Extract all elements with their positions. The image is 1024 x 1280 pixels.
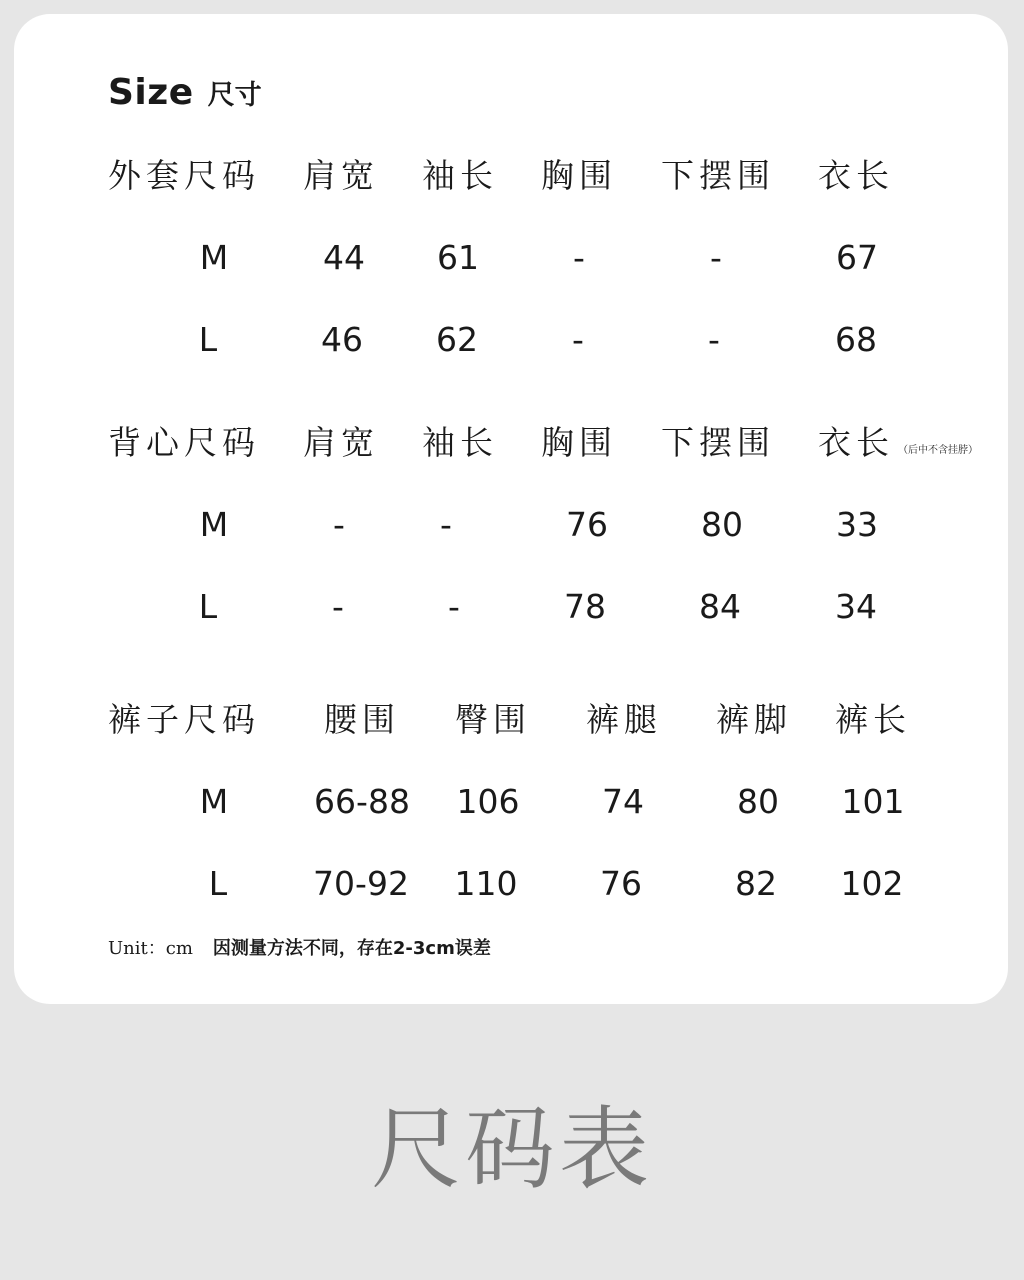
- pants-header-hip: 臀围: [455, 700, 531, 739]
- jacket-row-m-sleeve: 61: [437, 238, 479, 277]
- jacket-header-size: 外套尺码: [108, 156, 260, 195]
- pants-row-m-waist: 66-88: [314, 782, 410, 821]
- pants-row-l-size: L: [208, 864, 228, 903]
- pants-row-l-waist: 70-92: [313, 864, 409, 903]
- jacket-row-l-length: 68: [835, 320, 877, 359]
- vest-header-shoulder: 肩宽: [303, 423, 379, 462]
- pants-row-m-thigh: 74: [602, 782, 644, 821]
- measurement-note: 因测量方法不同，存在2-3cm误差: [212, 938, 491, 959]
- page-title: [108, 72, 262, 128]
- jacket-row-m-chest: -: [573, 238, 585, 277]
- vest-row-l-size: L: [198, 587, 218, 626]
- jacket-header-hem: 下摆围: [661, 156, 775, 195]
- pants-row-m-length: 101: [841, 782, 905, 821]
- vest-header-size: 背心尺码: [108, 423, 260, 462]
- vest-row-m-chest: 76: [566, 505, 608, 544]
- vest-header-chest: 胸围: [541, 423, 617, 462]
- pants-header-thigh: 裤腿: [586, 700, 662, 739]
- jacket-row-m-length: 67: [836, 238, 878, 277]
- pants-row-m-leg-opening: 80: [737, 782, 779, 821]
- vest-row-l-length: 34: [835, 587, 877, 626]
- jacket-row-m-shoulder: 44: [323, 238, 365, 277]
- jacket-row-l-size: L: [198, 320, 218, 359]
- pants-header-length: 裤长: [835, 700, 911, 739]
- pants-header-leg-opening: 裤脚: [716, 700, 792, 739]
- vest-row-m-sleeve: -: [440, 505, 452, 544]
- pants-row-m-size: M: [199, 782, 229, 821]
- vest-row-m-hem: 80: [701, 505, 743, 544]
- jacket-header-sleeve: 袖长: [422, 156, 498, 195]
- pants-header-size: 裤子尺码: [108, 700, 260, 739]
- vest-header-hem: 下摆围: [661, 423, 775, 462]
- vest-header-sleeve: 袖长: [422, 423, 498, 462]
- footnote: [108, 936, 491, 962]
- vest-row-l-sleeve: -: [448, 587, 460, 626]
- jacket-header-shoulder: 肩宽: [303, 156, 379, 195]
- vest-row-m-size: M: [199, 505, 229, 544]
- pants-row-l-leg-opening: 82: [735, 864, 777, 903]
- size-chart-caption: 尺码表: [371, 1097, 653, 1202]
- jacket-row-l-chest: -: [572, 320, 584, 359]
- jacket-header-chest: 胸围: [541, 156, 617, 195]
- jacket-header-length: 衣长: [818, 156, 894, 195]
- vest-row-m-shoulder: -: [333, 505, 345, 544]
- vest-row-l-hem: 84: [699, 587, 741, 626]
- jacket-row-m-size: M: [199, 238, 229, 277]
- unit-label: Unit：cm: [108, 938, 193, 959]
- jacket-row-l-hem: -: [708, 320, 720, 359]
- vest-length-note: （后中不含挂脖）: [898, 445, 978, 456]
- jacket-row-l-sleeve: 62: [436, 320, 478, 359]
- pants-row-l-thigh: 76: [600, 864, 642, 903]
- vest-row-l-chest: 78: [564, 587, 606, 626]
- pants-header-waist: 腰围: [324, 700, 400, 739]
- title-en: Size: [108, 72, 194, 113]
- vest-row-l-shoulder: -: [332, 587, 344, 626]
- title-zh: 尺寸: [207, 80, 262, 111]
- vest-row-m-length: 33: [836, 505, 878, 544]
- pants-row-l-length: 102: [840, 864, 904, 903]
- pants-row-m-hip: 106: [456, 782, 520, 821]
- jacket-row-m-hem: -: [710, 238, 722, 277]
- vest-header-length: 衣长: [818, 423, 894, 462]
- jacket-row-l-shoulder: 46: [321, 320, 363, 359]
- pants-row-l-hip: 110: [454, 864, 518, 903]
